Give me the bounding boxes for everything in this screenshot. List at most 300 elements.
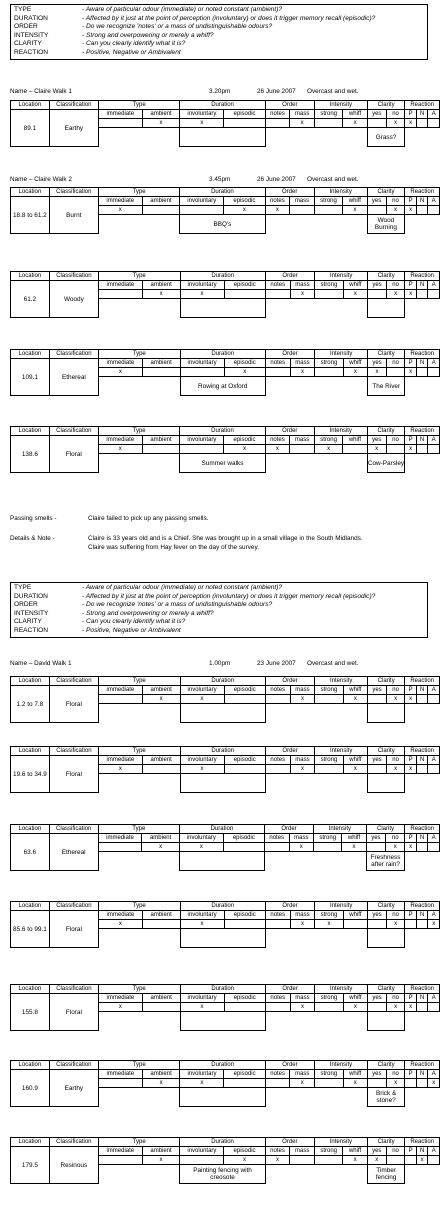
intensity-header: Intensity — [314, 1138, 367, 1147]
a-subheader: A — [428, 197, 440, 206]
mark-cell — [290, 206, 315, 215]
classification-value: Burnt — [49, 197, 98, 234]
mark-cell: x — [386, 290, 404, 299]
legend-row — [14, 32, 424, 41]
mass-subheader: mass — [290, 436, 315, 445]
mark-cell — [405, 1079, 417, 1088]
mark-cell: x — [180, 119, 224, 128]
mark-cell: x — [343, 1156, 367, 1165]
clarity-header: Clarity — [367, 427, 405, 436]
a-subheader: A — [428, 834, 440, 843]
mark-cell: x — [142, 1079, 180, 1088]
a-subheader: A — [428, 436, 440, 445]
observation-table — [10, 824, 440, 871]
ambient-subheader: ambient — [142, 911, 180, 920]
clarity-header: Clarity — [367, 101, 405, 110]
mark-cell: x — [343, 765, 367, 774]
clarity-header: Clarity — [368, 350, 405, 359]
legend-row — [14, 40, 424, 49]
notes-subheader: notes — [265, 197, 290, 206]
duration-note — [180, 704, 265, 723]
n-subheader: N — [416, 197, 428, 206]
reaction-header: Reaction — [405, 1061, 440, 1070]
mark-cell: x — [416, 1156, 428, 1165]
mark-cell: x — [386, 206, 405, 215]
episodic-subheader: episodic — [224, 911, 265, 920]
mark-cell — [98, 695, 142, 704]
mark-cell — [428, 119, 440, 128]
a-subheader: A — [428, 1147, 440, 1156]
immediate-subheader: immediate — [98, 834, 142, 843]
walk-name: Name – Claire Walk 2 — [10, 176, 72, 183]
mark-cell: x — [180, 920, 224, 929]
episodic-subheader: episodic — [224, 197, 265, 206]
duration-note — [180, 128, 265, 147]
duration-note — [180, 1012, 265, 1031]
mark-cell — [416, 119, 428, 128]
mark-cell — [98, 119, 142, 128]
legend-desc: - Aware of particular odour (immediate) or noted constant (ambient)? — [82, 6, 283, 13]
reaction-header: Reaction — [405, 985, 440, 994]
clarity-note — [368, 1012, 405, 1031]
order-header: Order — [265, 747, 314, 756]
walk-date: 26 June 2007 — [257, 176, 296, 183]
mark-cell — [265, 290, 290, 299]
whiff-subheader: whiff — [343, 359, 367, 368]
mark-cell: x — [428, 920, 440, 929]
intensity-header: Intensity — [314, 825, 367, 834]
strong-subheader: strong — [314, 436, 342, 445]
type-header: Type — [98, 350, 180, 359]
involuntary-subheader: involuntary — [180, 756, 224, 765]
mark-cell: x — [386, 1079, 405, 1088]
duration-note: BBQ's — [180, 215, 265, 234]
notes-subheader: notes — [265, 281, 290, 290]
order-header: Order — [264, 825, 313, 834]
walk-time: 3.45pm — [209, 176, 231, 183]
mark-cell — [265, 1003, 290, 1012]
duration-note — [180, 1088, 265, 1107]
mark-cell: x — [98, 1003, 142, 1012]
notes-subheader: notes — [265, 994, 290, 1003]
clarity-note — [368, 704, 405, 723]
classification-value: Woody — [49, 281, 98, 318]
strong-subheader: strong — [315, 281, 343, 290]
episodic-subheader: episodic — [223, 834, 264, 843]
legend-row — [14, 610, 424, 619]
mark-cell — [98, 1156, 142, 1165]
mass-subheader: mass — [290, 911, 315, 920]
clarity-note: Grass? — [367, 128, 405, 147]
mark-cell: x — [180, 1079, 224, 1088]
mark-cell: x — [405, 695, 417, 704]
mark-cell — [416, 368, 428, 377]
mark-cell: x — [290, 1079, 315, 1088]
walk-name: Name – David Walk 1 — [10, 660, 72, 667]
type-header: Type — [98, 1138, 180, 1147]
mark-cell — [142, 920, 180, 929]
reaction-header: Reaction — [405, 677, 440, 686]
whiff-subheader: whiff — [343, 436, 367, 445]
no-subheader: no — [386, 686, 404, 695]
location-value: 85.6 to 99.1 — [11, 911, 50, 948]
whiff-subheader: whiff — [342, 834, 366, 843]
mark-cell — [368, 920, 387, 929]
ambient-subheader: ambient — [142, 1147, 180, 1156]
mark-cell: x — [289, 843, 314, 852]
mark-cell: x — [428, 1079, 440, 1088]
location-value: 63.6 — [11, 834, 50, 871]
notes-label: Passing smells - — [10, 515, 57, 522]
whiff-subheader: whiff — [343, 911, 367, 920]
classification-value: Floral — [49, 756, 98, 793]
type-header: Type — [98, 272, 180, 281]
involuntary-subheader: involuntary — [180, 911, 224, 920]
mark-cell — [142, 765, 180, 774]
location-header: Location — [11, 427, 50, 436]
episodic-subheader: episodic — [224, 756, 265, 765]
whiff-subheader: whiff — [343, 1070, 367, 1079]
whiff-subheader: whiff — [343, 1147, 367, 1156]
location-header: Location — [11, 101, 50, 110]
mass-subheader: mass — [290, 110, 315, 119]
no-subheader: no — [386, 756, 404, 765]
order-header: Order — [265, 985, 314, 994]
involuntary-subheader: involuntary — [180, 1147, 224, 1156]
classification-header: Classification — [49, 985, 98, 994]
clarity-note — [368, 299, 405, 318]
notes-text: Claire is 33 years old and is a Chief. She was brought up in a small village in the South Midlands. — [88, 535, 363, 542]
legend-row — [14, 6, 424, 15]
type-header: Type — [98, 902, 180, 911]
a-subheader: A — [428, 994, 440, 1003]
a-subheader: A — [428, 1070, 440, 1079]
mark-cell: x — [386, 765, 404, 774]
spacer — [98, 1165, 180, 1184]
walk-header — [10, 660, 430, 669]
mark-cell — [290, 445, 315, 454]
classification-value: Floral — [49, 436, 98, 473]
immediate-subheader: immediate — [98, 110, 142, 119]
immediate-subheader: immediate — [98, 994, 142, 1003]
immediate-subheader: immediate — [98, 436, 142, 445]
spacer — [98, 774, 180, 793]
immediate-subheader: immediate — [98, 686, 142, 695]
mark-cell: x — [180, 695, 224, 704]
mark-cell: x — [343, 1003, 367, 1012]
type-header: Type — [98, 188, 179, 197]
intensity-header: Intensity — [314, 101, 367, 110]
legend-desc: - Positive, Negative or Ambivalent — [82, 48, 181, 56]
p-subheader: P — [405, 359, 417, 368]
mark-cell — [428, 445, 440, 454]
mark-cell — [315, 1003, 343, 1012]
clarity-header: Clarity — [368, 677, 405, 686]
walk-time: 3.20pm — [209, 88, 231, 95]
immediate-subheader: immediate — [98, 1147, 142, 1156]
legend-desc: - Can you clearly identify what it is? — [82, 618, 186, 626]
clarity-note: Cow-Parsley — [367, 454, 405, 473]
mark-cell: x — [367, 445, 386, 454]
involuntary-subheader: involuntary — [180, 359, 224, 368]
mark-cell — [416, 1079, 428, 1088]
order-header: Order — [265, 350, 314, 359]
mark-cell — [386, 445, 405, 454]
mark-cell — [290, 1156, 315, 1165]
notes-subheader: notes — [265, 436, 290, 445]
classification-header: Classification — [49, 825, 98, 834]
n-subheader: N — [416, 110, 428, 119]
type-header: Type — [98, 677, 180, 686]
mark-cell — [98, 290, 142, 299]
ambient-subheader: ambient — [142, 359, 180, 368]
legend-desc: - Can you clearly identify what it is? — [82, 40, 186, 48]
observation-table — [10, 187, 440, 234]
p-subheader: P — [405, 686, 417, 695]
intensity-header: Intensity — [315, 747, 368, 756]
location-value: 1.2 to 7.8 — [11, 686, 50, 723]
notes-text: Claire was suffering from Hay fever on the day of the survey. — [88, 544, 259, 551]
location-value: 160.9 — [11, 1070, 50, 1107]
classification-header: Classification — [49, 1061, 98, 1070]
location-header: Location — [11, 1061, 50, 1070]
mark-cell: x — [342, 843, 366, 852]
immediate-subheader: immediate — [98, 756, 142, 765]
mark-cell — [314, 1156, 342, 1165]
mark-cell: x — [343, 695, 367, 704]
involuntary-subheader: involuntary — [180, 197, 224, 206]
p-subheader: P — [405, 834, 416, 843]
classification-value: Floral — [49, 686, 98, 723]
spacer — [98, 215, 179, 234]
mark-cell: x — [343, 1079, 367, 1088]
spacer — [98, 929, 180, 948]
mark-cell — [180, 206, 224, 215]
ambient-subheader: ambient — [142, 281, 180, 290]
mark-cell — [265, 765, 290, 774]
details-note — [10, 534, 430, 554]
mark-cell — [265, 920, 290, 929]
strong-subheader: strong — [315, 911, 343, 920]
order-header: Order — [265, 101, 314, 110]
mark-cell: x — [98, 765, 142, 774]
duration-header: Duration — [180, 350, 265, 359]
clarity-note: Timber fencing — [367, 1165, 405, 1184]
mark-cell: x — [343, 206, 367, 215]
classification-header: Classification — [49, 350, 98, 359]
ambient-subheader: ambient — [142, 197, 180, 206]
mark-cell: x — [224, 368, 265, 377]
p-subheader: P — [405, 1070, 417, 1079]
mark-cell — [98, 1079, 142, 1088]
mark-cell — [405, 1156, 417, 1165]
no-subheader: no — [386, 911, 404, 920]
mark-cell: x — [290, 1003, 315, 1012]
mark-cell — [142, 445, 180, 454]
walk-weather: Overcast and wet. — [307, 88, 359, 95]
classification-value: Earthy — [49, 110, 98, 147]
no-subheader: no — [386, 994, 404, 1003]
mark-cell: x — [343, 368, 367, 377]
notes-subheader: notes — [265, 110, 290, 119]
n-subheader: N — [416, 911, 428, 920]
spacer — [405, 774, 440, 793]
mass-subheader: mass — [290, 359, 315, 368]
mark-cell — [224, 1003, 265, 1012]
a-subheader: A — [428, 359, 440, 368]
mark-cell — [405, 920, 417, 929]
location-header: Location — [11, 747, 50, 756]
notes-subheader: notes — [265, 756, 290, 765]
reaction-header: Reaction — [405, 1138, 440, 1147]
clarity-note: Brick & stone? — [367, 1088, 404, 1107]
mark-cell: x — [290, 920, 315, 929]
duration-header: Duration — [180, 188, 265, 197]
observation-table — [10, 426, 440, 473]
involuntary-subheader: involuntary — [180, 686, 224, 695]
strong-subheader: strong — [315, 756, 343, 765]
immediate-subheader: immediate — [98, 1070, 142, 1079]
intensity-header: Intensity — [315, 677, 368, 686]
location-header: Location — [11, 1138, 50, 1147]
mark-cell — [315, 1079, 343, 1088]
mark-cell: x — [290, 368, 315, 377]
ambient-subheader: ambient — [142, 436, 180, 445]
no-subheader: no — [386, 359, 404, 368]
yes-subheader: yes — [367, 110, 386, 119]
notes-subheader: notes — [265, 359, 290, 368]
type-header: Type — [98, 747, 180, 756]
mark-cell: x — [265, 445, 290, 454]
classification-header: Classification — [49, 902, 98, 911]
intensity-header: Intensity — [315, 985, 368, 994]
clarity-note: Freshness after rain? — [366, 852, 405, 871]
legend-row — [14, 593, 424, 602]
mark-cell: x — [405, 843, 416, 852]
location-value: 109.1 — [11, 359, 50, 396]
classification-value: Ethereal — [49, 834, 98, 871]
location-value: 61.2 — [11, 281, 50, 318]
n-subheader: N — [416, 1070, 428, 1079]
intensity-header: Intensity — [315, 902, 368, 911]
yes-subheader: yes — [368, 359, 387, 368]
legend-key: CLARITY — [14, 618, 42, 626]
duration-note — [180, 299, 265, 318]
no-subheader: no — [386, 1147, 405, 1156]
legend-key: REACTION — [14, 626, 49, 634]
duration-header: Duration — [180, 747, 265, 756]
mark-cell: x — [367, 1156, 386, 1165]
legend-key: INTENSITY — [14, 609, 49, 617]
observation-table — [10, 1137, 440, 1184]
spacer — [405, 1012, 440, 1031]
mark-cell: x — [142, 290, 180, 299]
type-header: Type — [98, 985, 180, 994]
n-subheader: N — [416, 686, 428, 695]
location-value: 179.5 — [11, 1147, 50, 1184]
legend-key: INTENSITY — [14, 31, 49, 39]
spacer — [265, 1012, 367, 1031]
mark-cell: x — [180, 1003, 224, 1012]
location-value: 138.6 — [11, 436, 50, 473]
spacer — [405, 454, 440, 473]
strong-subheader: strong — [314, 1147, 342, 1156]
mark-cell: x — [224, 1156, 265, 1165]
mark-cell: x — [386, 1003, 404, 1012]
passing-smells — [10, 514, 430, 524]
mark-cell: x — [405, 1003, 417, 1012]
mark-cell — [224, 1079, 265, 1088]
legend-key: TYPE — [14, 584, 32, 591]
mark-cell — [416, 695, 428, 704]
mark-cell — [224, 695, 265, 704]
mark-cell — [224, 765, 265, 774]
mark-cell — [368, 290, 387, 299]
yes-subheader: yes — [368, 686, 387, 695]
p-subheader: P — [405, 110, 417, 119]
clarity-header: Clarity — [367, 1061, 404, 1070]
observation-table — [10, 746, 440, 793]
duration-note: Painting fencing with creosote — [180, 1165, 265, 1184]
mark-cell — [343, 920, 367, 929]
spacer — [405, 929, 440, 948]
legend-key: ORDER — [14, 601, 38, 609]
strong-subheader: strong — [314, 197, 342, 206]
legend-key: DURATION — [14, 14, 48, 22]
spacer — [98, 128, 180, 147]
involuntary-subheader: involuntary — [180, 436, 224, 445]
mark-cell — [264, 843, 289, 852]
mark-cell — [314, 119, 342, 128]
p-subheader: P — [405, 436, 417, 445]
ambient-subheader: ambient — [142, 994, 180, 1003]
yes-subheader: yes — [367, 436, 386, 445]
ambient-subheader: ambient — [142, 110, 180, 119]
duration-header: Duration — [180, 272, 265, 281]
episodic-subheader: episodic — [224, 686, 265, 695]
mark-cell — [416, 445, 428, 454]
notes-text: Claire failed to pick up any passing smells. — [88, 515, 209, 522]
p-subheader: P — [405, 994, 417, 1003]
mark-cell — [416, 206, 428, 215]
spacer — [264, 852, 366, 871]
intensity-header: Intensity — [315, 350, 368, 359]
reaction-header: Reaction — [405, 427, 440, 436]
mass-subheader: mass — [290, 1070, 315, 1079]
mark-cell — [428, 290, 440, 299]
intensity-header: Intensity — [314, 188, 367, 197]
n-subheader: N — [416, 359, 428, 368]
involuntary-subheader: involuntary — [180, 281, 224, 290]
classification-header: Classification — [49, 101, 98, 110]
location-value: 19.6 to 34.9 — [11, 756, 50, 793]
no-subheader: no — [386, 1070, 405, 1079]
mark-cell — [180, 445, 224, 454]
yes-subheader: yes — [368, 994, 387, 1003]
mark-cell — [315, 368, 343, 377]
clarity-note — [368, 929, 405, 948]
duration-note — [179, 852, 264, 871]
mark-cell — [224, 119, 265, 128]
yes-subheader: yes — [367, 1070, 386, 1079]
mark-cell: x — [343, 290, 367, 299]
walk-weather: Overcast and wet. — [307, 176, 359, 183]
mark-cell — [367, 1079, 386, 1088]
involuntary-subheader: involuntary — [179, 834, 223, 843]
strong-subheader: strong — [315, 994, 343, 1003]
intensity-header: Intensity — [315, 1061, 368, 1070]
yes-subheader: yes — [368, 756, 387, 765]
